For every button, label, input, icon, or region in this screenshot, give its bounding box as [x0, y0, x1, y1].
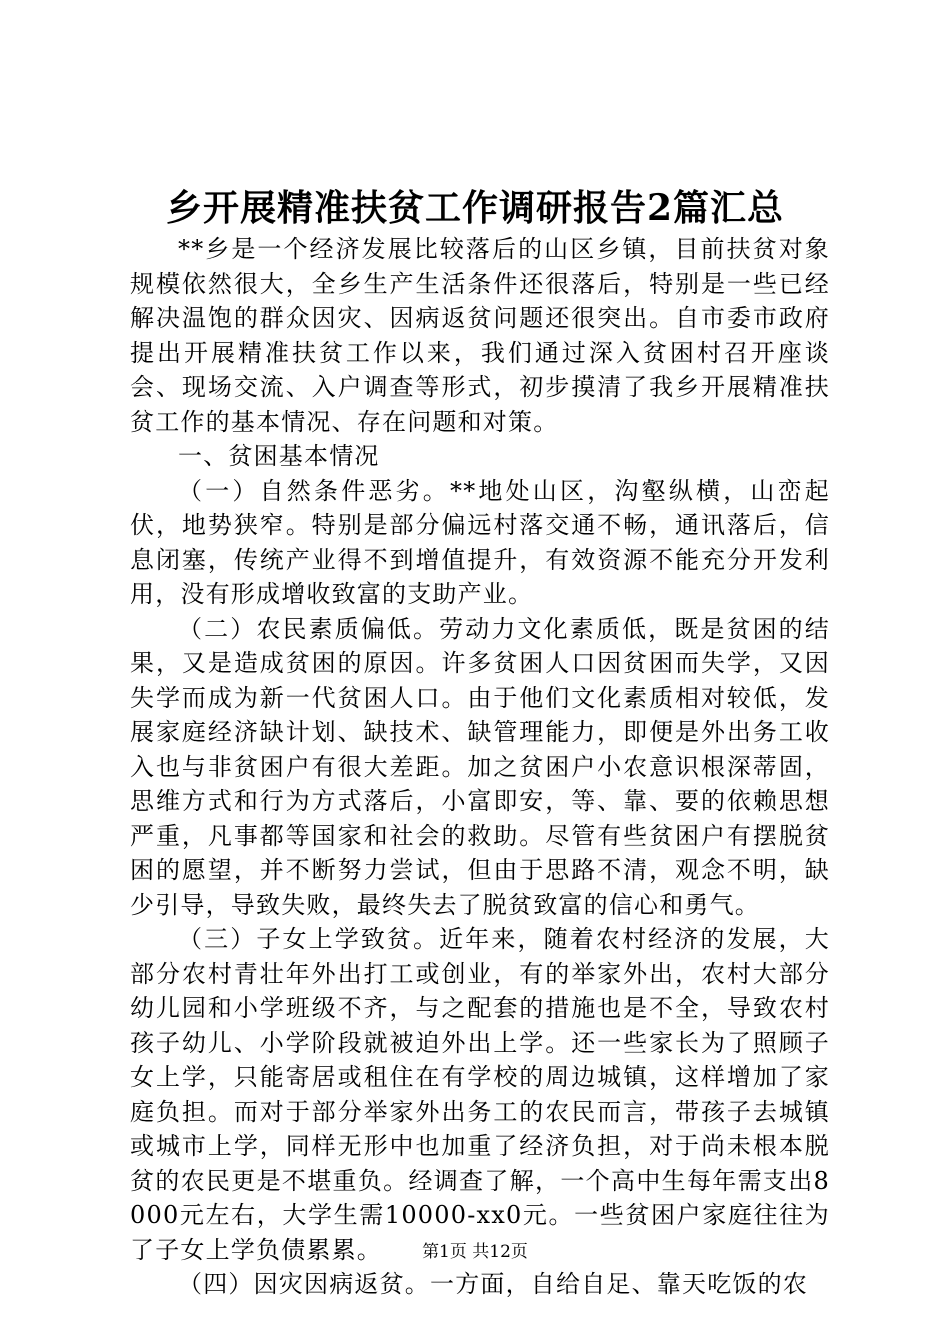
document-body [130, 232, 830, 1302]
paragraph-farmer-quality: （二）农民素质偏低。劳动力文化素质低，既是贫困的结果，又是造成贫困的原因。许多贫困人口因贫困而失学，又因失学而成为新一代贫困人口。由于他们文化素质相对较低，发展家庭经济缺计划、缺技术、缺管理能力，即便是外出务工收入也与非贫困户有很大差距。加之贫困户小农意识根深蒂固，思维方式和行为方式落后，小富即安，等、靠、要的依赖思想严重，凡事都等国家和社会的救助。尽管有些贫困户有摆脱贫困的愿望，并不断努力尝试，但由于思路不清，观念不明，缺少引导，导致失败，最终失去了脱贫致富的信心和勇气。 [130, 614, 830, 919]
paragraph-natural-conditions: （一）自然条件恶劣。**地处山区，沟壑纵横，山峦起伏，地势狭窄。特别是部分偏远村落交通不畅，通讯落后，信息闭塞，传统产业得不到增值提升，有效资源不能充分开发利用，没有形成增收致富的支助产业。 [130, 476, 830, 608]
paragraph-disaster-illness: （四）因灾因病返贫。一方面，自给自足、靠天吃饭的农 [178, 1270, 808, 1298]
document-title: 乡开展精准扶贫工作调研报告2篇汇总 [165, 187, 785, 230]
paragraph-intro: **乡是一个经济发展比较落后的山区乡镇，目前扶贫对象规模依然很大，全乡生产生活条件还很落后，特别是一些已经解决温饱的群众因灾、因病返贫问题还很突出。自市委市政府提出开展精准扶贫工作以来，我们通过深入贫困村召开座谈会、现场交流、入户调查等形式，初步摸清了我乡开展精准扶贫工作的基本情况、存在问题和对策。 [130, 235, 830, 436]
paragraph-schooling-poverty: （三）子女上学致贫。近年来，随着农村经济的发展，大部分农村青壮年外出打工或创业，有的举家外出，农村大部分幼儿园和小学班级不齐，与之配套的措施也是不全，导致农村孩子幼儿、小学阶段就被迫外出上学。还一些家长为了照顾子女上学，只能寄居或租住在有学校的周边城镇，这样增加了家庭负担。而对于部分举家外出务工的农民而言，带孩子去城镇或城市上学，同样无形中也加重了经济负担，对于尚未根本脱贫的农民更是不堪重负。经调查了解，一个高中生每年需支出8000元左右，大学生需10000-xx0元。一些贫困户家庭往往为了子女上学负债累累。 [130, 925, 830, 1264]
section-heading-poverty-situation: 一、贫困基本情况 [178, 442, 380, 470]
page-number-footer: 第1页 共12页 [422, 1242, 528, 1262]
